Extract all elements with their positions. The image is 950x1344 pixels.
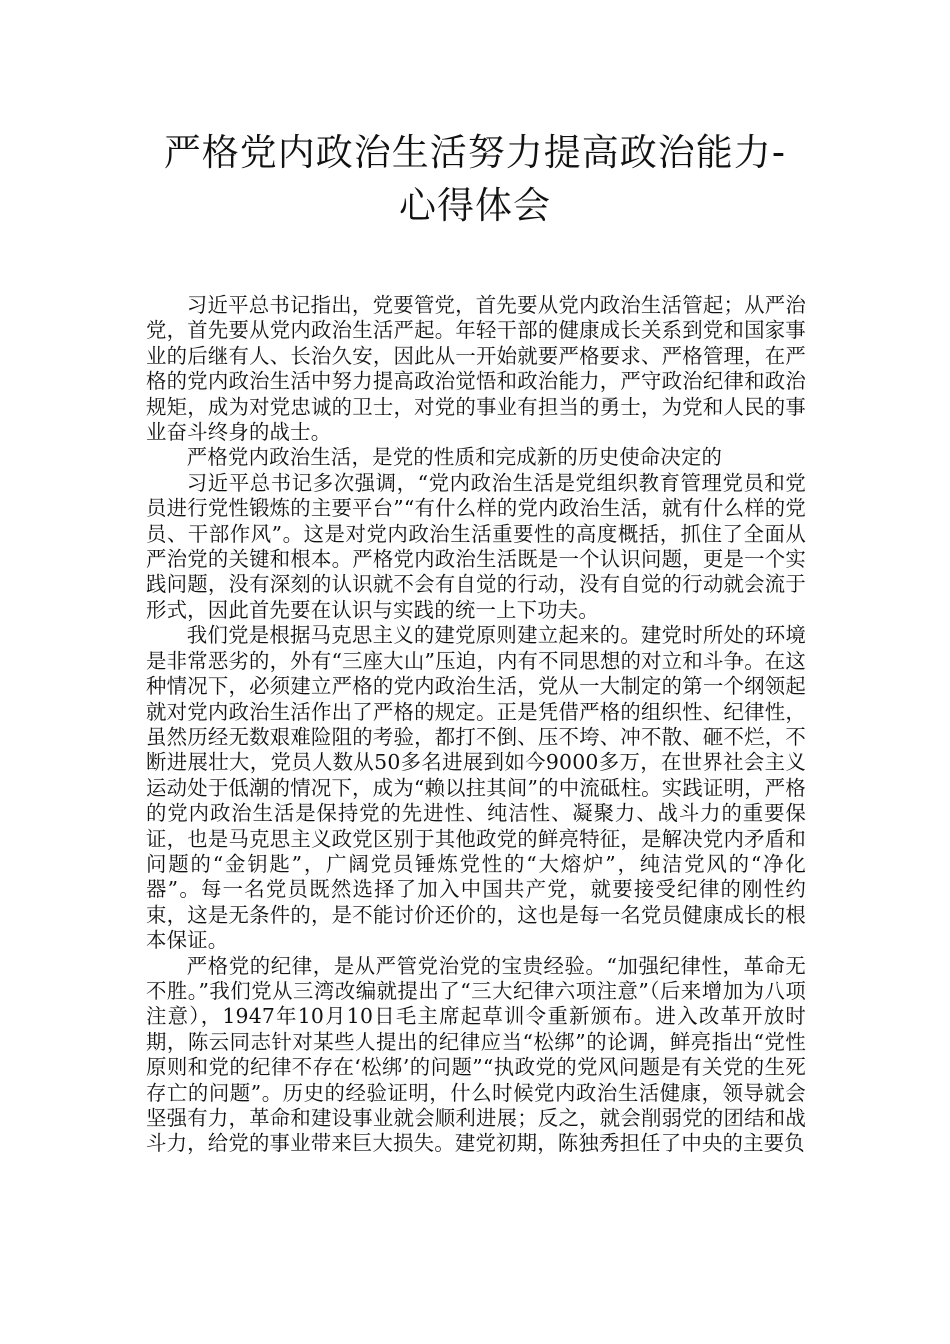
- document-body: [146, 293, 806, 1157]
- paragraph-4: 我们党是根据马克思主义的建党原则建立起来的。建党时所处的环境是非常恶劣的，外有“三座大山”压迫，内有不同思想的对立和斗争。在这种情况下，必须建立严格的党内政治生活，党从一大制定的第一个纲领起就对党内政治生活作出了严格的规定。正是凭借严格的组织性、纪律性，虽然历经无数艰难险阻的考验，都打不倒、压不垮、冲不散、砸不烂，不断进展壮大，党员人数从50多名进展到如今9000多万，在世界社会主义运动处于低潮的情况下，成为“赖以拄其间”的中流砥柱。实践证明，严格的党内政治生活是保持党的先进性、纯洁性、凝聚力、战斗力的重要保证，也是马克思主义政党区别于其他政党的鲜亮特征，是解决党内矛盾和问题的“金钥匙”，广阔党员锤炼党性的“大熔炉”，纯洁党风的“净化器”。每一名党员既然选择了加入中国共产党，就要接受纪律的刚性约束，这是无条件的，是不能讨价还价的，这也是每一名党员健康成长的根本保证。: [146, 623, 806, 953]
- paragraph-3: 习近平总书记多次强调，“党内政治生活是党组织教育管理党员和党员进行党性锻炼的主要平台”“有什么样的党内政治生活，就有什么样的党员、干部作风”。这是对党内政治生活重要性的高度概括，抓住了全面从严治党的关键和根本。严格党内政治生活既是一个认识问题，更是一个实践问题，没有深刻的认识就不会有自觉的行动，没有自觉的行动就会流于形式，因此首先要在认识与实践的统一上下功夫。: [146, 470, 806, 622]
- paragraph-2: 严格党内政治生活，是党的性质和完成新的历史使命决定的: [186, 445, 723, 470]
- title-line-2: 心得体会: [399, 184, 551, 227]
- document-title: [140, 126, 810, 232]
- paragraph-1: 习近平总书记指出，党要管党，首先要从党内政治生活管起；从严治党，首先要从党内政治生活严起。年轻干部的健康成长关系到党和国家事业的后继有人、长治久安，因此从一开始就要严格要求、严格管理，在严格的党内政治生活中努力提高政治觉悟和政治能力，严守政治纪律和政治规矩，成为对党忠诚的卫士，对党的事业有担当的勇士，为党和人民的事业奋斗终身的战士。: [146, 293, 806, 445]
- title-line-1: 严格党内政治生活努力提高政治能力-: [163, 131, 787, 174]
- paragraph-5: 严格党的纪律，是从严管党治党的宝贵经验。“加强纪律性，革命无不胜。”我们党从三湾改编就提出了“三大纪律六项注意”（后来增加为八项注意），1947年10月10日毛主席起草训令重新颁布。进入改革开放时期，陈云同志针对某些人提出的纪律应当“松绑”的论调，鲜亮指出“党性原则和党的纪律不存在‘松绑’的问题”“执政党的党风问题是有关党的生死存亡的问题”。历史的经验证明，什么时候党内政治生活健康，领导就会坚强有力，革命和建设事业就会顺利进展；反之，就会削弱党的团结和战斗力，给党的事业带来巨大损失。建党初期，陈独秀担任了中央的主要负: [146, 953, 806, 1156]
